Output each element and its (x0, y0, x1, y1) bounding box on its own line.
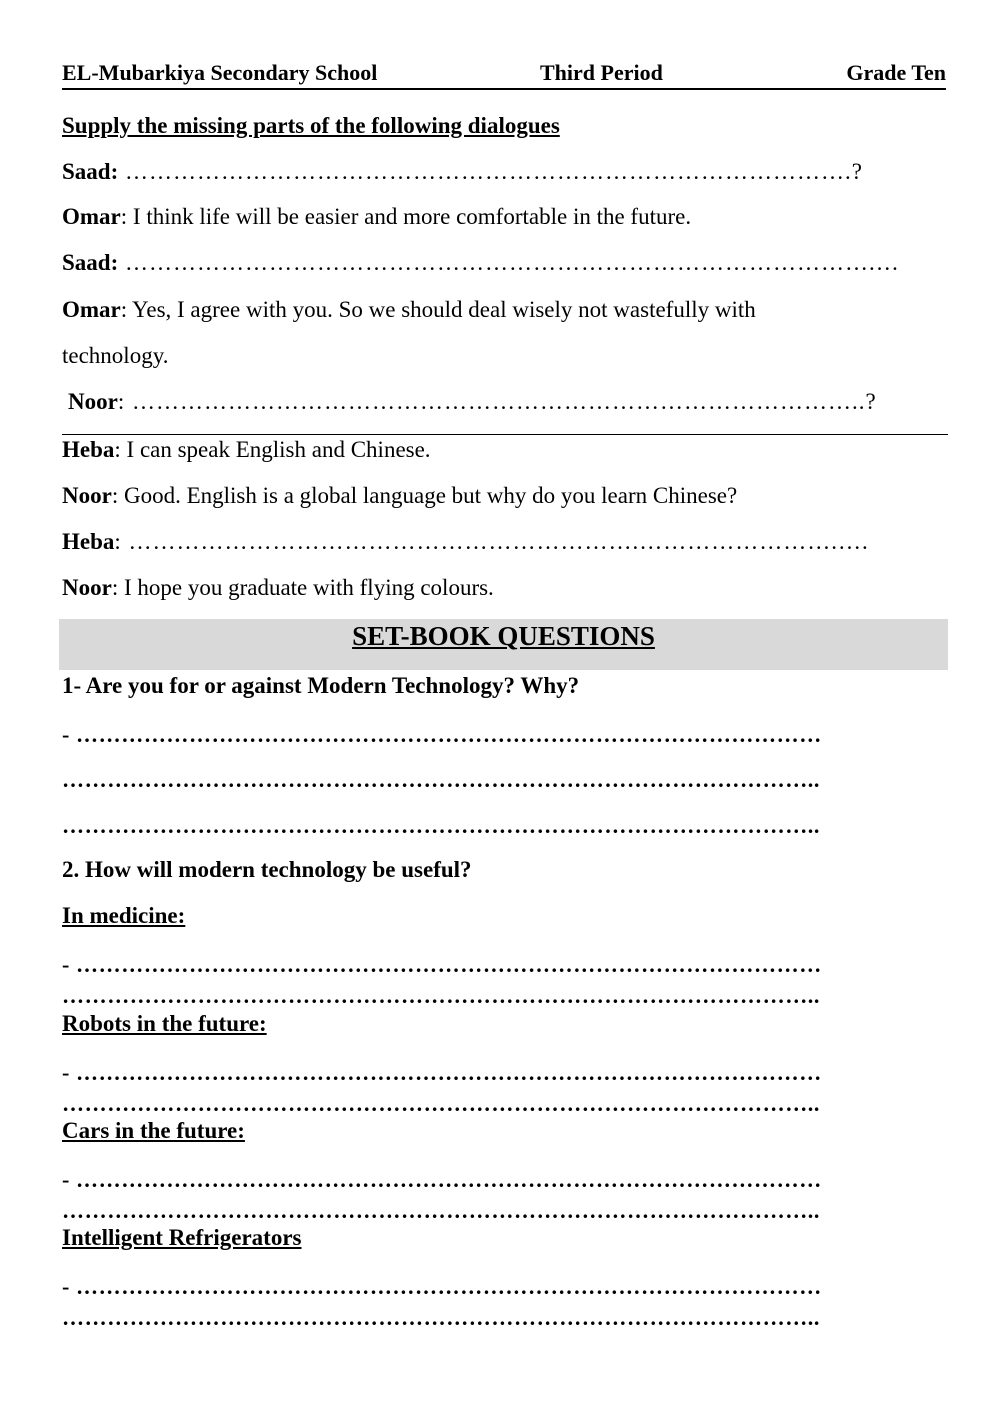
blank-answer: ………………………………………………………………………………….… (118, 250, 900, 275)
section-heading: In medicine: (62, 903, 186, 928)
dialogue-line (62, 575, 494, 601)
answer-line: ……………………………………………………………………………………….. (62, 983, 820, 1008)
answer-line: - ……………………………………………………………………………………… (62, 1274, 822, 1299)
blank-answer: : ……………………………………………………….…………………….…. (114, 529, 869, 554)
speaker-name: Omar (62, 204, 121, 229)
dialogue-line (62, 159, 863, 185)
speaker-name: Noor (62, 575, 112, 600)
question-2: 2. How will modern technology be useful? (62, 857, 472, 882)
speaker-name: Heba (62, 529, 115, 554)
setbook-banner (59, 619, 948, 670)
dialogue-line (68, 389, 877, 415)
speaker-name: Noor (68, 389, 118, 414)
dialogue-line-continued (62, 343, 168, 369)
grade-label: Grade Ten (846, 60, 946, 85)
speaker-name: Heba (62, 437, 115, 462)
dialogue-line (62, 437, 431, 463)
section-heading: Intelligent Refrigerators (62, 1225, 302, 1250)
dialogue-text: : I think life will be easier and more comfortable in the future. (120, 204, 692, 229)
dialogue-line (62, 250, 900, 276)
dialogue-line (62, 483, 737, 509)
divider-line (62, 434, 948, 435)
answer-line: - ……………………………………………………………………………………… (62, 722, 822, 747)
speaker-name: Saad: (62, 159, 119, 184)
dialogue-text: : Good. English is a global language but why do you learn Chinese? (111, 483, 738, 508)
answer-line: - ……………………………………………………………………………………… (62, 952, 822, 977)
dialogue-text: : I can speak English and Chinese. (114, 437, 431, 462)
dialogue-instruction: Supply the missing parts of the following dialogues (62, 113, 560, 138)
answer-line: - ……………………………………………………………………………………… (62, 1167, 822, 1192)
answer-line: ……………………………………………………………………………………….. (62, 767, 820, 792)
question-1 (62, 673, 579, 699)
blank-answer: : ………………………………………………………………………………..? (117, 389, 877, 414)
page-header (62, 60, 946, 90)
dialogue-line (62, 529, 869, 555)
answer-line: ……………………………………………………………………………………….. (62, 813, 820, 838)
answer-line: - ……………………………………………………………………………………… (62, 1060, 822, 1085)
dialogue-line (62, 297, 756, 323)
dialogue-line (62, 204, 691, 230)
section-heading: Cars in the future: (62, 1118, 245, 1143)
period-label: Third Period (540, 60, 663, 85)
answer-line: ……………………………………………………………………………………….. (62, 1091, 820, 1116)
section-heading: Robots in the future: (62, 1011, 267, 1036)
answer-line: ……………………………………………………………………………………….. (62, 1198, 820, 1223)
dialogue-text: technology. (62, 343, 169, 368)
speaker-name: Saad: (62, 250, 119, 275)
dialogue-text: : I hope you graduate with flying colours. (111, 575, 494, 600)
question-text: - Are you for or against Modern Technology? Why? (73, 673, 580, 698)
question-number: 1 (62, 673, 74, 698)
speaker-name: Omar (62, 297, 121, 322)
setbook-title: SET-BOOK QUESTIONS (352, 621, 655, 651)
answer-line: ……………………………………………………………………………………….. (62, 1305, 820, 1330)
dialogue-text: : Yes, I agree with you. So we should deal wisely not wastefully with (120, 297, 756, 322)
blank-answer: ……………………………………………………………………………….? (118, 159, 863, 184)
school-name: EL-Mubarkiya Secondary School (62, 60, 378, 85)
speaker-name: Noor (62, 483, 112, 508)
